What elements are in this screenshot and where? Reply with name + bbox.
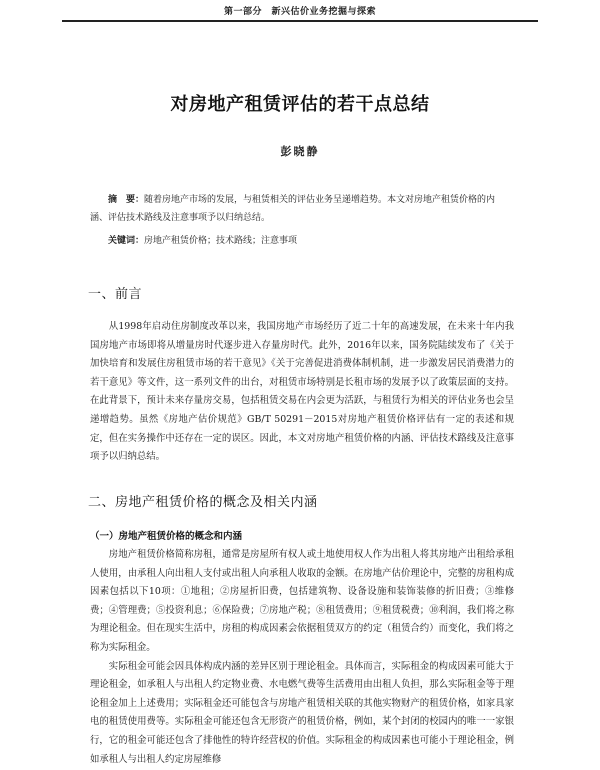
abstract-text: 随着房地产市场的发展，与租赁相关的评估业务呈递增趋势。本文对房地产租赁价格的内涵、评估技术路线及注意事项予以归纳总结。 [90, 195, 496, 223]
article-title: 对房地产租赁评估的若干点总结 [170, 94, 430, 115]
paragraph: 实际租金可能会因具体构成内涵的差异区别于理论租金。具体而言，实际租金的构成因素可能大于理论租金，如承租人与出租人约定物业费、水电燃气费等生活费用由出租人负担，那么实际租金等于理论租金加上上述费用；实际租金还可能包含与房地产租赁相关联的其他实物财产的租赁价格，如家具家电的租赁使用费等。实际租金可能还包含无形资产的租赁价格，例如，某个封闭的校园内的唯一一家银行，它的租金可能还包含了排他性的特许经营权的价值。实际租金的构成因素也可能小于理论租金，例如承租人与出租人约定房屋维修 [90, 660, 514, 765]
keywords [90, 232, 508, 250]
running-header: 第一部分 新兴估价业务挖掘与探索 [223, 7, 376, 17]
section-heading-concept: 二、房地产租赁价格的概念及相关内涵 [88, 495, 318, 510]
keywords-label: 关键词： [108, 236, 145, 246]
sub-heading-concept-meaning: （一）房地产租赁价格的概念和内涵 [90, 531, 243, 542]
abstract-label: 摘 要： [108, 195, 145, 205]
paragraph: 房地产租赁价格简称房租，通常是房屋所有权人或土地使用权人作为出租人将其房地产出租给承租人使用，由承租人向出租人支付或出租人向承租人收取的金额。在房地产估价理论中，完整的房租构成因素包括以下10项：①地租；②房屋折旧费，包括建筑物、设备设施和装饰装修的折旧费；③维修费；④管理费；⑤投资利息；⑥保险费；⑦房地产税；⑧租赁费用；⑨租赁税费；⑩利润，我们将之称为理论租金。但在现实生活中，房租的构成因素会依据租赁双方的约定（租赁合约）而变化，我们将之称为实际租金。 [90, 549, 514, 653]
abstract [90, 191, 508, 227]
keywords-text: 房地产租赁价格；技术路线；注意事项 [144, 236, 298, 246]
paragraph: 从1998年启动住房制度改革以来，我国房地产市场经历了近二十年的高速发展，在未来十年内我国房地产市场即将从增量房时代逐步进入存量房时代。此外，2016年以来，国务院陆续发布了《关于加快培育和发展住房租赁市场的若干意见》《关于完善促进消费体制机制，进一步激发居民消费潜力的若干意见》等文件，这一系列文件的出台，对租赁市场特别是长租市场的发展予以了政策层面的支持。在此背景下，预计未来存量房交易，包括租赁交易在内会更为活跃，与租赁行为相关的评估业务也会呈递增趋势。虽然《房地产估价规范》GB/T 50291－2015对房地产租赁价格评估有一定的表述和规定，但在实务操作中还存在一定的误区。因此，本文对房地产租赁价格的内涵、评估技术路线及注意事项予以归纳总结。 [90, 321, 514, 463]
concept-paragraphs [90, 546, 514, 769]
section-heading-introduction: 一、前言 [88, 287, 143, 302]
header-rule [62, 20, 538, 22]
article-author: 彭晓静 [280, 145, 320, 158]
introduction-paragraph [90, 318, 514, 467]
